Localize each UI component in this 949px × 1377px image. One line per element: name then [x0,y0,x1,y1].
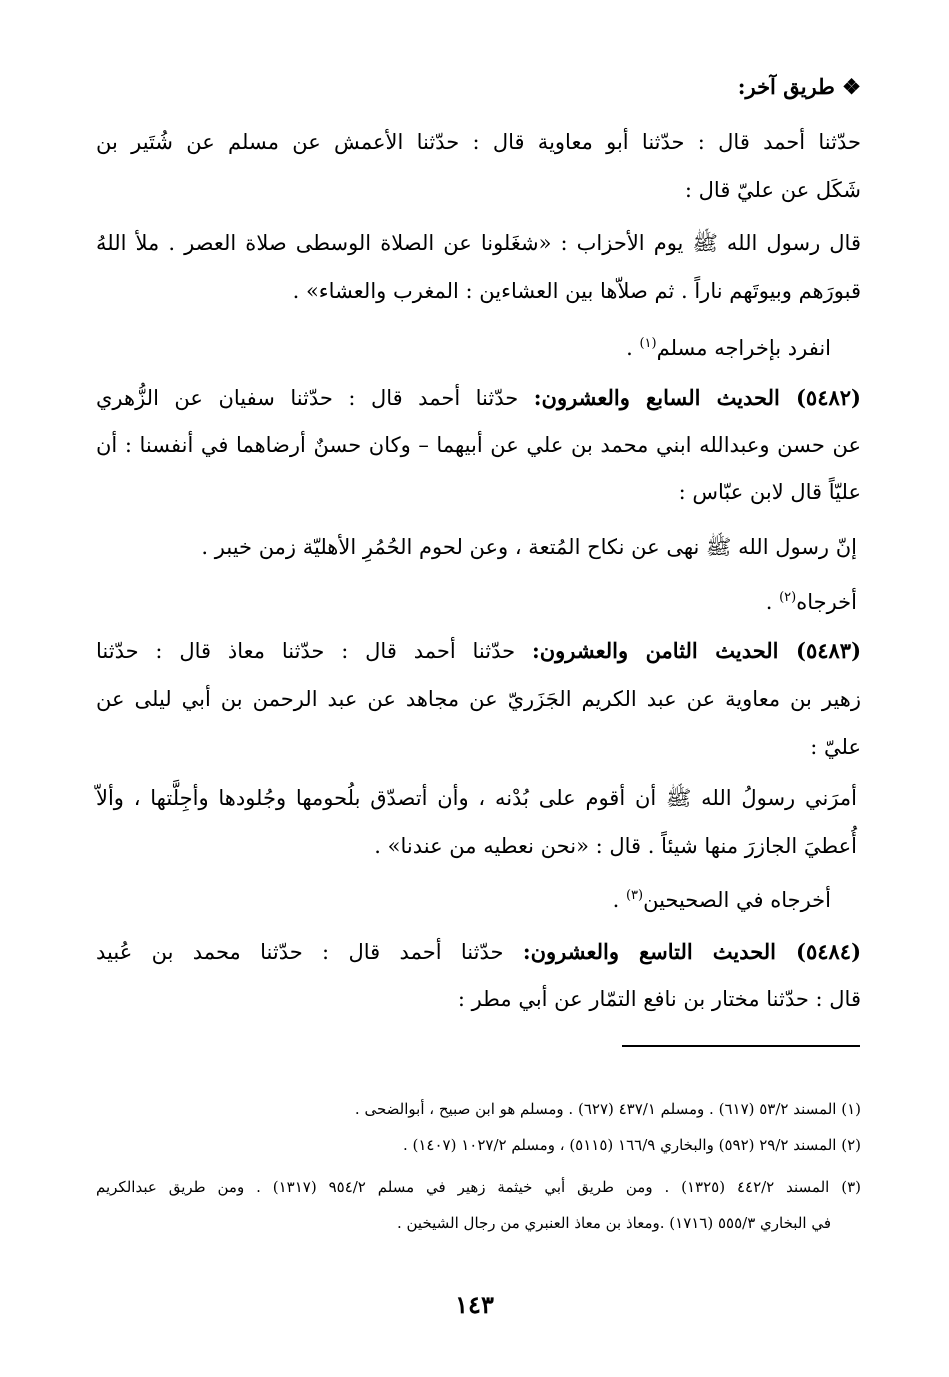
text-line [96,583,857,617]
text-line: زهير بن معاوية عن عبد الكريم الجَزَريّ عن مجاهد عن عبد الرحمن بن أبي ليلى عن [96,687,861,711]
footnote-ref[interactable]: (٢) [779,590,797,605]
footnote-separator [622,1045,860,1047]
text-span: أخرجاه في الصحيحين [643,888,831,912]
text-span: انفرد بإخراجه مسلم [656,336,831,360]
text-span: . [765,590,780,614]
footnote: (٢) المسند ٢٩/٢ (٥٩٢) والبخاري ١٦٦/٩ (٥١١٥) ، ومسلم ١٠٢٧/٢ (١٤٠٧) . [402,1136,861,1154]
footnote-ref[interactable]: (٣) [625,888,644,903]
hadith-header-line [96,383,861,413]
footnote: (١) المسند ٥٣/٢ (٦١٧) . ومسلم ٤٣٧/١ (٦٢٧) . ومسلم هو ابن صبيح ، أبوالضحى . [354,1100,861,1118]
text-line: عليّ : [810,735,861,759]
text-line: عن حسن وعبدالله ابني محمد بن علي عن أبيهما – وكان حسنٌ أرضاهما في أنفسنا : أن [96,433,861,457]
text-line: قبورَهم وبيوتَهم ناراً . ثم صلاّها بين العشاءين : المغرب والعشاء» . [292,279,861,303]
text-line: أمرَني رسولُ الله ﷺ أن أقوم على بُدْنه ، وأن أتصدّق بلُحومها وجُلودها وأجِلَّتها ، وألاّ [96,786,857,810]
text-line [96,881,831,915]
text-span: أخرجاه [796,590,857,614]
hadith-title: (٥٤٨٢) الحديث السابع والعشرون: [533,385,861,410]
hadith-header-line [96,636,861,666]
text-line: عليّاً قال لابن عبّاس : [678,480,861,504]
hadith-header-line [96,937,861,967]
text-span: حدّثنا أحمد قال : حدّثنا محمد بن عُبيد [96,940,504,964]
page-number: ١٤٣ [455,1290,494,1319]
footnote-ref[interactable]: (١) [639,336,657,351]
text-line: حدّثنا أحمد قال : حدّثنا أبو معاوية قال : حدّثنا الأعمش عن مسلم عن شُتَير بن [96,130,861,154]
footnote: (٣) المسند ٤٤٢/٢ (١٣٢٥) . ومن طريق أبي خيثمة زهير في مسلم ٩٥٤/٢ (١٣١٧) . ومن طريق عبدالكريم [96,1178,861,1196]
footnote: في البخاري ٥٥٥/٣ (١٧١٦) .ومعاذ بن معاذ العنبري من رجال الشيخين . [396,1214,831,1232]
text-line [96,329,831,363]
text-span: حدّثنا أحمد قال : حدّثنا سفيان عن الزُّهري [96,386,519,410]
hadith-title: (٥٤٨٣) الحديث الثامن والعشرون: [531,638,861,663]
text-line: قال : حدّثنا مختار بن نافع التمّار عن أبي مطر : [457,987,861,1011]
section-heading: ❖ طريق آخر: [737,74,861,99]
text-span: . [612,888,626,912]
hadith-title: (٥٤٨٤) الحديث التاسع والعشرون: [522,939,862,964]
text-span: . [626,336,640,360]
text-span: حدّثنا أحمد قال : حدّثنا معاذ قال : حدّثنا [96,639,516,663]
text-line: قال رسول الله ﷺ يوم الأحزاب : «شغَلونا عن الصلاة الوسطى صلاة العصر . ملأ اللهُ [96,231,861,255]
text-line: أُعطيَ الجازرَ منها شيئاً . قال : «نحن نعطيه من عندنا» . [374,834,857,858]
text-line: شَكَل عن عليّ قال : [684,178,861,202]
text-line: إنّ رسول الله ﷺ نهى عن نكاح المُتعة ، وعن لحوم الحُمُرِ الأهليّة زمن خيبر . [201,535,857,559]
